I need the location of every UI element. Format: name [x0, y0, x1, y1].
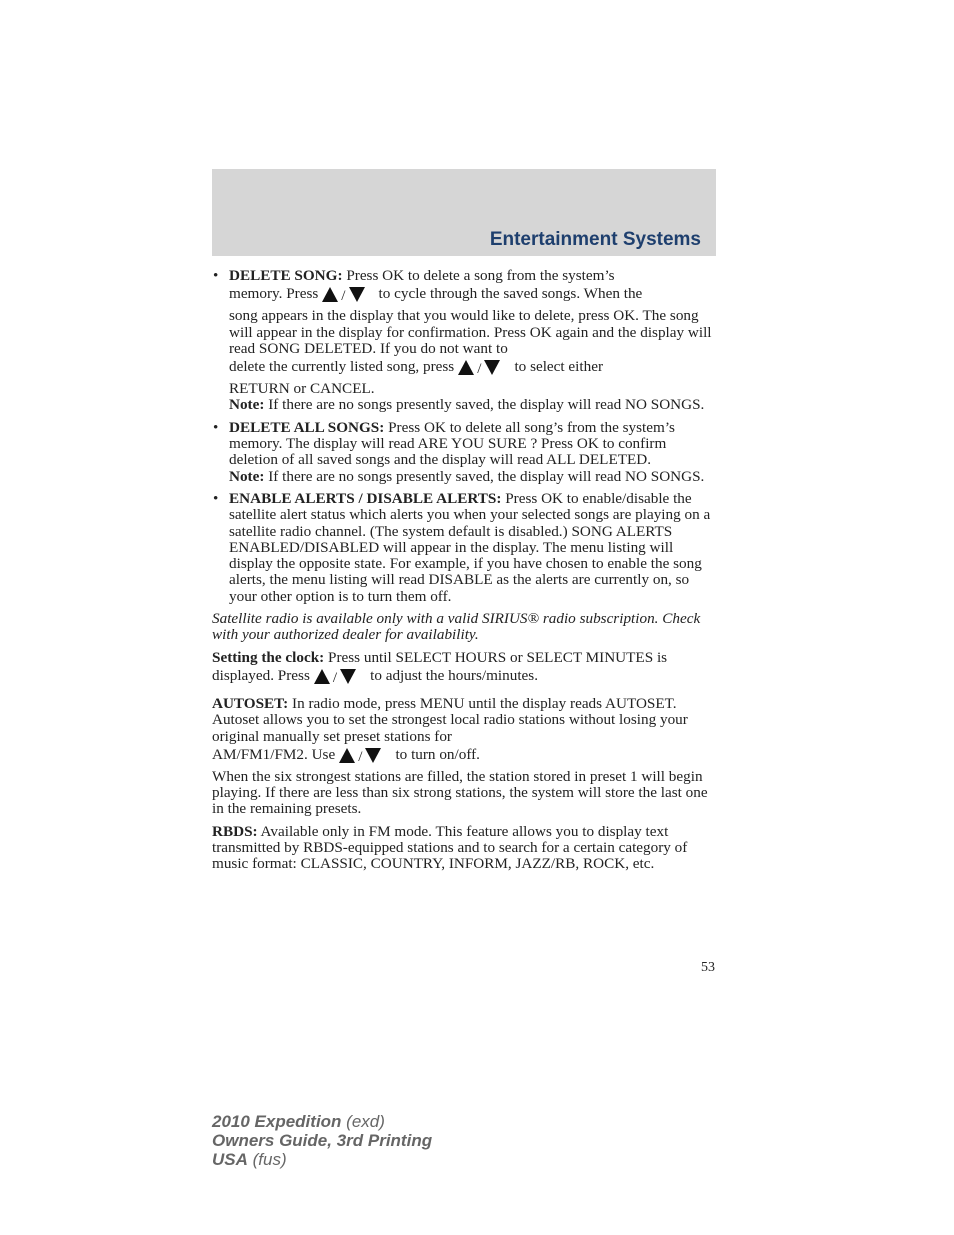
bullet-dot: •	[213, 267, 219, 284]
up-arrow-icon	[314, 669, 330, 684]
bullet-dot: •	[213, 489, 219, 507]
delete-song-text-6: to select either	[514, 358, 604, 376]
clock-text-2: displayed. Press	[212, 666, 310, 684]
list-item-delete-song	[212, 268, 717, 414]
delete-song-text-1: Press OK to delete a song from the system’s	[346, 267, 615, 284]
enable-alerts-text: Press OK to enable/disable the satellite alert status which alerts you when your selected songs are playing on a satellite radio channel. (The system default is disabled.) SONG ALERTS ENABLED/DISABLED will appear in the display. The menu listing will display the opposite state. For example, if you have chosen to enable the song alerts, the menu listing will read DISABLE as the alerts are currently on, so your other option is to turn them off.	[229, 489, 711, 605]
section-header	[212, 169, 716, 256]
clock-arrow-line	[212, 666, 538, 690]
autoset-followup: When the six strongest stations are filled, the station stored in preset 1 will begin playing. If there are less than six strong stations, the system will store the last one in the remaining presets.	[212, 767, 708, 818]
term-autoset: AUTOSET:	[212, 694, 289, 712]
up-down-arrows: /	[458, 359, 500, 381]
list-item-enable-alerts	[212, 491, 717, 605]
rbds-text: Available only in FM mode. This feature allows you to display text transmitted by RBDS-equipped stations and to search for a certain category of music format: CLASSIC, COUNTRY, INFORM, JAZZ/RB, ROCK, etc.	[212, 822, 688, 873]
down-arrow-icon	[484, 360, 500, 375]
autoset-text: In radio mode, press MENU until the display reads AUTOSET. Autoset allows you to set the strongest local radio stations without losing your original manually set preset stations for	[212, 694, 688, 745]
footer-line-2	[212, 1131, 432, 1150]
note-label: Note:	[229, 467, 265, 485]
page-number: 53	[701, 960, 715, 975]
term-delete-song: DELETE SONG:	[229, 267, 343, 284]
autoset-text-3: to turn on/off.	[395, 745, 480, 763]
up-down-arrows: /	[339, 747, 381, 769]
footer-line-3	[212, 1150, 432, 1169]
document-footer	[212, 1112, 432, 1169]
delete-song-text-5: delete the currently listed song, press	[229, 358, 455, 376]
delete-song-arrow-line-2	[229, 357, 603, 381]
clock-paragraph	[212, 650, 717, 690]
list-item-delete-all-songs	[212, 420, 717, 485]
up-arrow-icon	[339, 748, 355, 763]
delete-song-arrow-line	[229, 284, 642, 308]
menu-option-list	[212, 268, 717, 605]
footer-region-code: (fus)	[252, 1150, 287, 1169]
sirius-note: Satellite radio is available only with a valid SIRIUS® radio subscription. Check with your authorized dealer for availability.	[212, 610, 701, 644]
footer-region: USA	[212, 1150, 248, 1169]
delete-song-text-4: song appears in the display that you would like to delete, press OK. The song will appear in the display for confirmation. Press OK again and the display will read SONG DELETED. If you do not want to	[229, 307, 712, 357]
footer-guide: Owners Guide, 3rd Printing	[212, 1131, 433, 1150]
up-arrow-icon	[458, 360, 474, 375]
term-rbds: RBDS:	[212, 822, 258, 840]
note-text: If there are no songs presently saved, the display will read NO SONGS.	[268, 396, 705, 414]
up-arrow-icon	[322, 287, 338, 302]
note-label: Note:	[229, 396, 265, 414]
delete-song-text-2: memory. Press	[229, 285, 319, 303]
delete-all-songs-text: Press OK to delete all song’s from the system’s memory. The display will read ARE YOU SURE ? Press OK to confirm deletion of all saved songs and the display will read ALL DELETED.	[229, 418, 675, 469]
down-arrow-icon	[365, 748, 381, 763]
section-title: Entertainment Systems	[489, 229, 701, 250]
autoset-text-2: AM/FM1/FM2. Use	[212, 745, 336, 763]
footer-model-code: (exd)	[346, 1112, 385, 1131]
down-arrow-icon	[349, 287, 365, 302]
term-setting-clock: Setting the clock:	[212, 648, 325, 666]
term-enable-alerts: ENABLE ALERTS / DISABLE ALERTS:	[229, 489, 502, 507]
delete-song-text-3: to cycle through the saved songs. When the	[378, 285, 643, 303]
autoset-paragraph	[212, 696, 717, 769]
down-arrow-icon	[340, 669, 356, 684]
delete-song-text-7: RETURN or CANCEL.	[229, 380, 375, 398]
bullet-dot: •	[213, 418, 219, 436]
note-text: If there are no songs presently saved, the display will read NO SONGS.	[268, 467, 705, 485]
clock-text-1: Press until SELECT HOURS or SELECT MINUTES is	[328, 648, 668, 666]
footer-line-1	[212, 1112, 432, 1131]
page-content	[212, 268, 717, 879]
term-delete-all-songs: DELETE ALL SONGS:	[229, 418, 385, 436]
autoset-arrow-line	[212, 745, 480, 769]
up-down-arrows: /	[322, 286, 364, 308]
footer-model: 2010 Expedition	[212, 1112, 342, 1131]
clock-text-3: to adjust the hours/minutes.	[370, 666, 539, 684]
rbds-paragraph	[212, 824, 717, 873]
up-down-arrows: /	[314, 668, 356, 690]
